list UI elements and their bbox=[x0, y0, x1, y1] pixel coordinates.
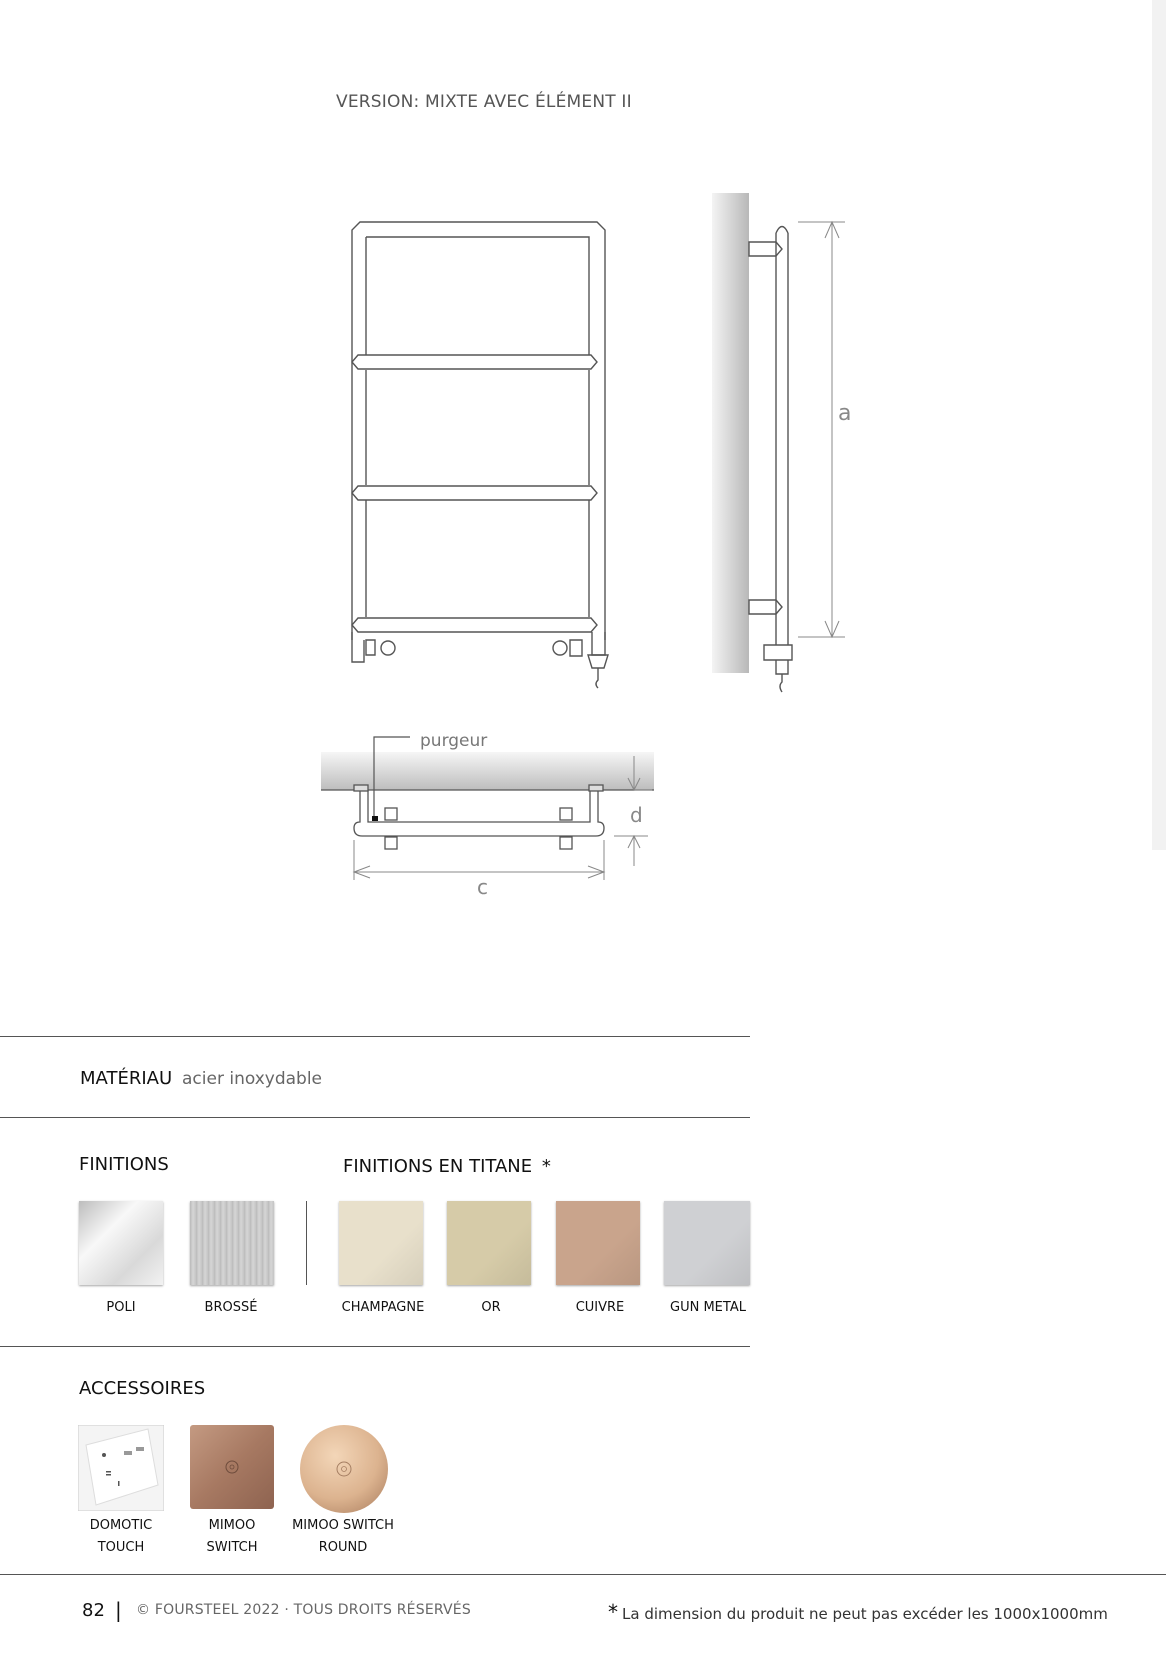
separator-line bbox=[0, 1346, 750, 1347]
swatch-or[interactable] bbox=[447, 1201, 531, 1285]
page-number: 82 bbox=[82, 1600, 105, 1621]
dim-c-label: c bbox=[477, 875, 488, 899]
accessory-label-line1: DOMOTIC bbox=[89, 1518, 153, 1533]
accessory-label-line2: ROUND bbox=[318, 1540, 368, 1555]
separator-line bbox=[0, 1117, 750, 1118]
accessory-label-mimoo-switch-round bbox=[278, 1515, 408, 1559]
accessory-label-line2: TOUCH bbox=[97, 1540, 145, 1555]
swatch-brosse[interactable] bbox=[190, 1201, 274, 1285]
purgeur-label: purgeur bbox=[420, 731, 488, 751]
top-view bbox=[321, 731, 654, 899]
swatch-label-gun-metal: GUN METAL bbox=[670, 1300, 746, 1315]
dim-a-label: a bbox=[838, 401, 852, 426]
footer-separator-line bbox=[0, 1574, 1166, 1575]
mimoo-switch-image[interactable] bbox=[190, 1425, 274, 1509]
swatch-label-champagne: CHAMPAGNE bbox=[341, 1300, 425, 1315]
finitions-titane-star: * bbox=[541, 1156, 551, 1177]
material-label: MATÉRIAU bbox=[80, 1068, 173, 1089]
finitions-titane-label: FINITIONS EN TITANE bbox=[343, 1156, 533, 1177]
swatch-label-brosse: BROSSÉ bbox=[204, 1300, 258, 1315]
mimoo-switch-round-image[interactable] bbox=[298, 1423, 390, 1515]
footer-separator: | bbox=[115, 1598, 122, 1622]
swatch-divider bbox=[306, 1201, 307, 1285]
accessory-label-line1: MIMOO SWITCH bbox=[292, 1518, 394, 1533]
domotic-touch-image[interactable] bbox=[78, 1425, 164, 1511]
finitions-titane-title bbox=[343, 1156, 551, 1177]
swatch-champagne[interactable] bbox=[339, 1201, 423, 1285]
separator-line bbox=[0, 1036, 750, 1037]
swatch-label-or: OR bbox=[481, 1300, 501, 1315]
swatch-label-poli: POLI bbox=[106, 1300, 136, 1315]
dim-d-label: d bbox=[630, 803, 643, 827]
footer-note-text: La dimension du produit ne peut pas excéder les 1000x1000mm bbox=[622, 1605, 1108, 1623]
version-title: VERSION: MIXTE AVEC ÉLÉMENT II bbox=[336, 92, 632, 112]
side-view bbox=[712, 193, 851, 692]
copyright: © FOURSTEEL 2022 · TOUS DROITS RÉSERVÉS bbox=[136, 1602, 471, 1618]
footer-note-star: * bbox=[608, 1600, 618, 1624]
power-icon bbox=[102, 1453, 106, 1457]
finitions-title: FINITIONS bbox=[79, 1154, 169, 1175]
footer-note bbox=[608, 1600, 1108, 1624]
swatch-gun-metal[interactable] bbox=[664, 1201, 750, 1285]
front-view bbox=[352, 222, 608, 688]
swatch-label-cuivre: CUIVRE bbox=[575, 1300, 625, 1315]
accessory-label-line2: SWITCH bbox=[206, 1540, 258, 1555]
material-value: acier inoxydable bbox=[182, 1069, 323, 1089]
swatch-cuivre[interactable] bbox=[556, 1201, 640, 1285]
swatch-poli[interactable] bbox=[79, 1201, 163, 1285]
accessory-label-line1: MIMOO bbox=[208, 1518, 256, 1533]
accessoires-title: ACCESSOIRES bbox=[79, 1378, 206, 1399]
